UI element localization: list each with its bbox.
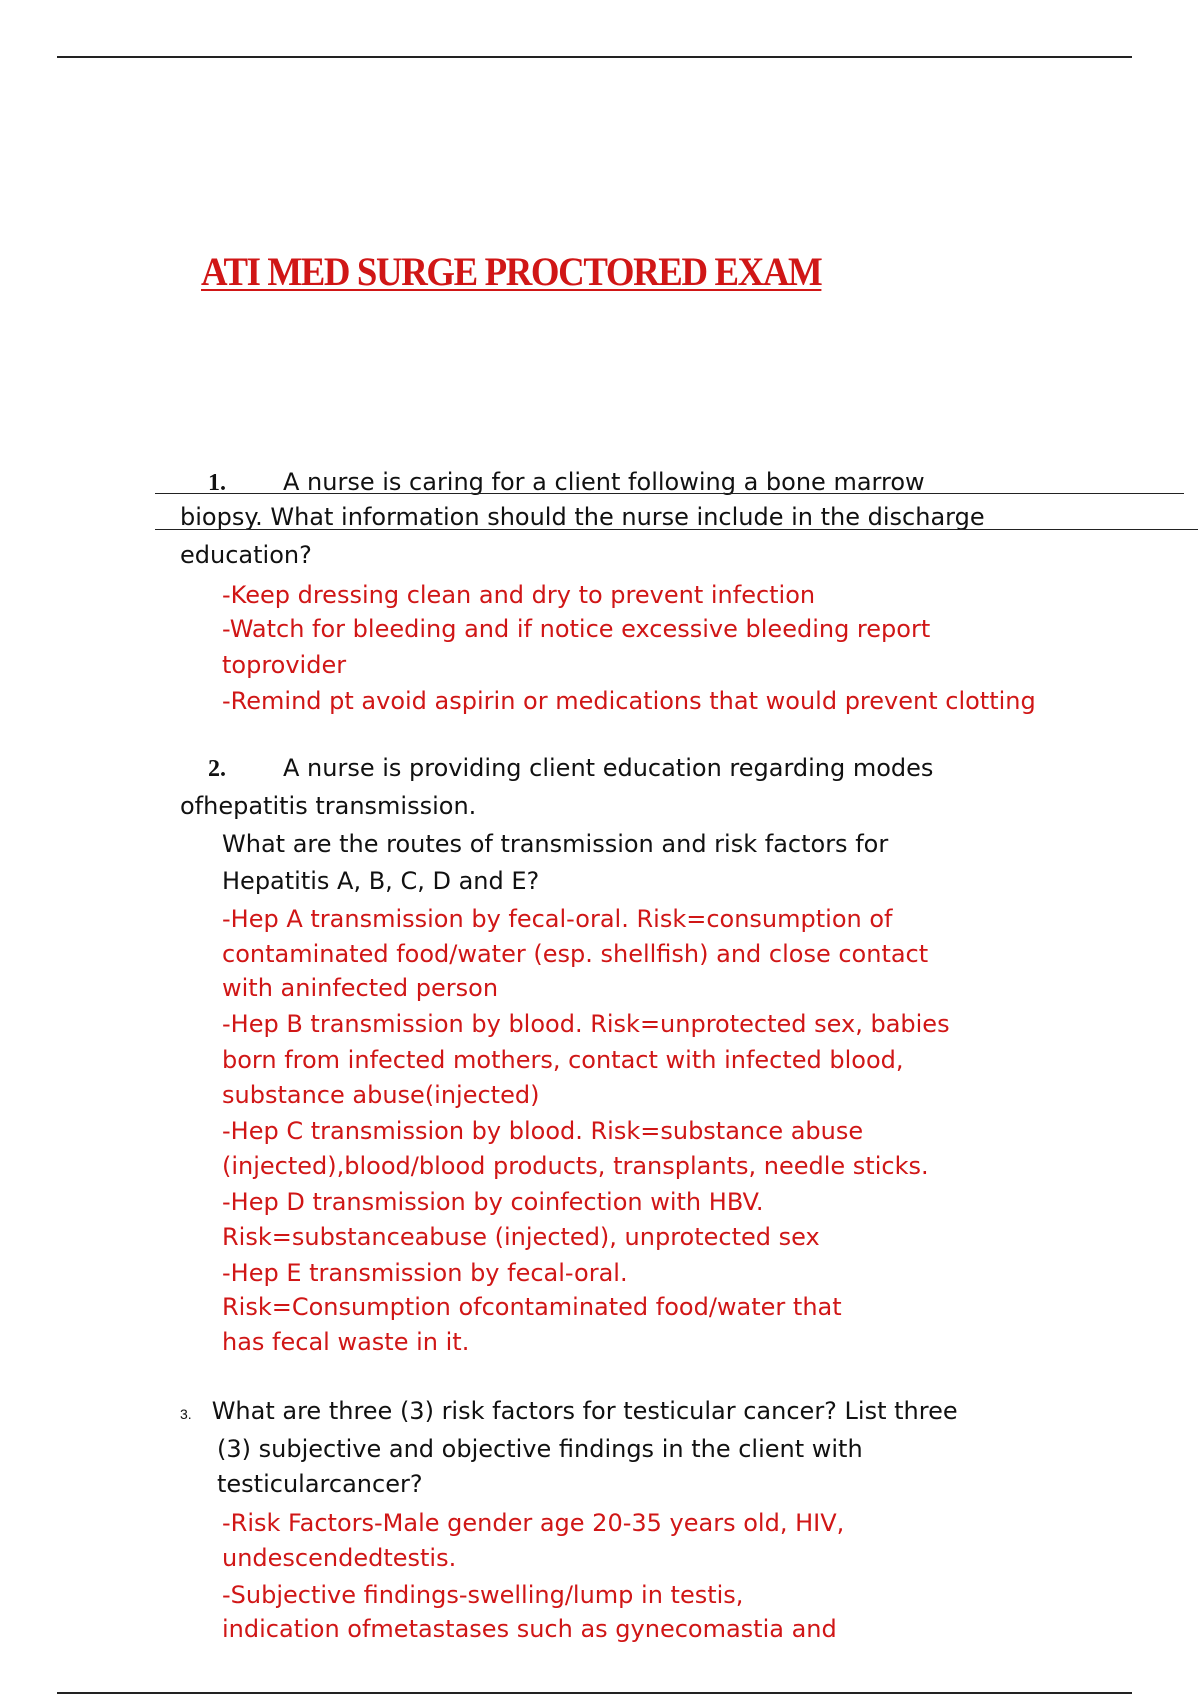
question-line <box>208 751 933 786</box>
question-line: What are the routes of transmission and risk factors for <box>222 830 889 858</box>
answer-line: undescendedtestis. <box>222 1544 457 1572</box>
answer-line: contaminated food/water (esp. shellfish) and close contact <box>222 940 929 968</box>
text-underline <box>155 493 1184 494</box>
question-text: A nurse is caring for a client following a bone marrow <box>283 468 925 496</box>
question-number: 3. <box>180 1406 192 1422</box>
answer-line: Risk=Consumption ofcontaminated food/water that <box>222 1293 842 1321</box>
answer-line: -Hep A transmission by fecal-oral. Risk=consumption of <box>222 905 893 933</box>
answer-line: with aninfected person <box>222 974 499 1002</box>
question-line: Hepatitis A, B, C, D and E? <box>222 867 540 895</box>
answer-line: -Remind pt avoid aspirin or medications that would prevent clotting <box>222 687 1036 715</box>
answer-line: (injected),blood/blood products, transplants, needle sticks. <box>222 1152 929 1180</box>
answer-line: substance abuse(injected) <box>222 1081 540 1109</box>
question-text: What are three (3) risk factors for testicular cancer? List three <box>211 1397 958 1425</box>
question-number: 2. <box>208 756 226 782</box>
answer-line: -Hep E transmission by fecal-oral. <box>222 1259 628 1287</box>
question-line: ofhepatitis transmission. <box>180 792 477 820</box>
text-underline <box>155 529 1198 530</box>
answer-line: Risk=substanceabuse (injected), unprotected sex <box>222 1223 820 1251</box>
question-text: A nurse is providing client education regarding modes <box>283 754 934 782</box>
answer-line: toprovider <box>222 651 347 679</box>
header-rule <box>57 56 1132 58</box>
answer-line: -Hep D transmission by coinfection with HBV. <box>222 1188 764 1216</box>
answer-line: -Hep B transmission by blood. Risk=unprotected sex, babies <box>222 1010 950 1038</box>
question-line: biopsy. What information should the nurse include in the discharge <box>180 503 985 531</box>
document-title: ATI MED SURGE PROCTORED EXAM <box>201 249 822 294</box>
question-number: 1. <box>208 470 226 496</box>
answer-line: born from infected mothers, contact with infected blood, <box>222 1046 904 1074</box>
answer-line: -Hep C transmission by blood. Risk=substance abuse <box>222 1117 864 1145</box>
answer-line: indication ofmetastases such as gynecomastia and <box>222 1615 837 1643</box>
question-line: (3) subjective and objective findings in the client with <box>217 1435 863 1463</box>
footer-rule <box>57 1692 1132 1694</box>
answer-line: -Keep dressing clean and dry to prevent infection <box>222 581 816 609</box>
answer-line: -Watch for bleeding and if notice excessive bleeding report <box>222 615 931 643</box>
answer-line: -Risk Factors-Male gender age 20-35 years old, HIV, <box>222 1509 845 1537</box>
question-line <box>180 1394 958 1431</box>
question-line: education? <box>180 541 312 569</box>
question-line <box>208 465 925 500</box>
answer-line: -Subjective findings-swelling/lump in testis, <box>222 1581 744 1609</box>
answer-line: has fecal waste in it. <box>222 1328 470 1356</box>
question-line: testicularcancer? <box>217 1470 423 1498</box>
